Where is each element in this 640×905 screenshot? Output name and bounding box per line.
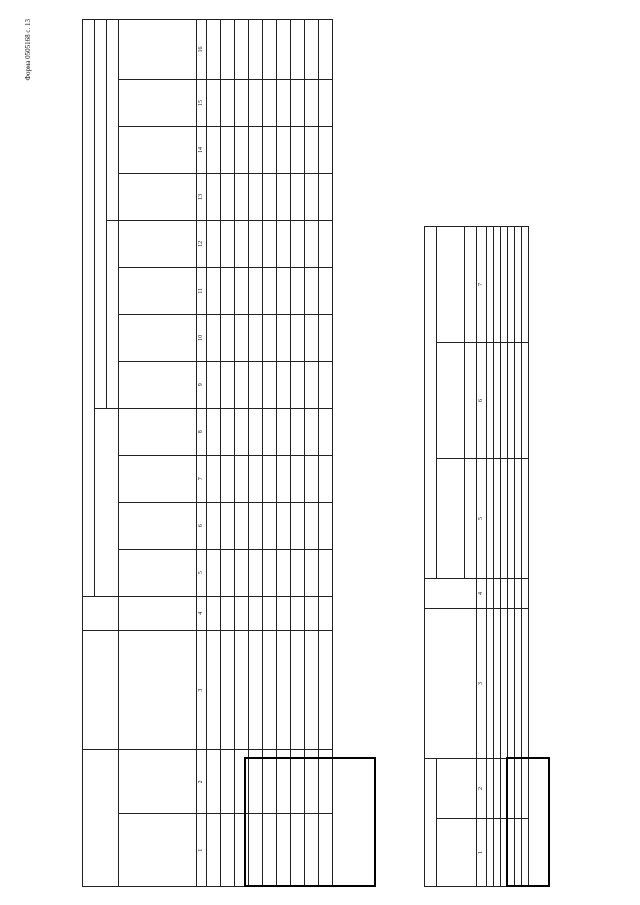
table-cell xyxy=(263,220,277,267)
table-cell xyxy=(263,502,277,549)
table1-header-wage-fund xyxy=(107,220,119,408)
table-cell xyxy=(291,126,305,173)
table-cell xyxy=(235,630,249,750)
table-cell xyxy=(263,126,277,173)
table-cell xyxy=(487,342,494,458)
table-cell xyxy=(207,596,221,630)
table-cell xyxy=(291,173,305,220)
table-cell xyxy=(508,342,515,458)
table-cell xyxy=(291,549,305,596)
table-cell xyxy=(319,126,333,173)
table-cell xyxy=(305,408,319,455)
table-cell xyxy=(235,314,249,361)
table-cell xyxy=(235,361,249,408)
table-cell xyxy=(508,458,515,578)
table-cell xyxy=(249,549,263,596)
table-cell xyxy=(305,455,319,502)
table-cell xyxy=(487,608,494,758)
table-cell xyxy=(487,226,494,342)
table-cell xyxy=(515,458,522,578)
table-cell xyxy=(319,173,333,220)
table-cell xyxy=(291,596,305,630)
table-row xyxy=(221,19,235,886)
table-cell xyxy=(207,173,221,220)
table-cell xyxy=(291,314,305,361)
table-cell xyxy=(508,226,515,342)
table-cell xyxy=(494,758,501,818)
table-cell xyxy=(249,596,263,630)
table-cell xyxy=(494,226,501,342)
table-cell xyxy=(249,455,263,502)
table-cell xyxy=(291,408,305,455)
table-cell xyxy=(207,361,221,408)
table-cell xyxy=(319,502,333,549)
rotated-sheet xyxy=(20,13,620,893)
table-cell xyxy=(291,361,305,408)
table-cell xyxy=(235,596,249,630)
table-cell xyxy=(494,578,501,608)
table-cell xyxy=(487,818,494,886)
table-cell xyxy=(277,502,291,549)
table-cell xyxy=(221,455,235,502)
table-cell xyxy=(319,408,333,455)
table-cell xyxy=(207,126,221,173)
table-cell xyxy=(207,455,221,502)
table-cell xyxy=(221,361,235,408)
table-cell xyxy=(291,79,305,126)
table-row xyxy=(263,19,277,886)
table-cell xyxy=(291,455,305,502)
table-row xyxy=(487,226,494,886)
table-cell xyxy=(277,314,291,361)
table-cell xyxy=(305,314,319,361)
table-cell xyxy=(221,19,235,79)
table1-header-org xyxy=(83,749,119,886)
table-cell xyxy=(522,578,529,608)
table-cell xyxy=(522,608,529,758)
table2-header-line-code xyxy=(425,578,477,608)
table-row xyxy=(277,19,291,886)
table-cell xyxy=(277,79,291,126)
table1-column-numbers: 1 2 3 4 5 6 7 8 9 10 11 12 13 14 15 16 xyxy=(197,19,207,886)
table-cell xyxy=(207,502,221,549)
table-cell xyxy=(235,549,249,596)
table-cell xyxy=(221,408,235,455)
table-cell xyxy=(263,314,277,361)
table-cell xyxy=(277,630,291,750)
table-cell xyxy=(207,813,221,886)
table1-header-line-code xyxy=(83,596,119,630)
table-cell xyxy=(515,342,522,458)
table-cell xyxy=(508,578,515,608)
table-cell xyxy=(263,549,277,596)
table1-header-insurance xyxy=(107,19,119,220)
table-cell xyxy=(249,79,263,126)
table2-column-numbers: 1 2 3 4 5 6 7 xyxy=(477,226,487,886)
table-cell xyxy=(508,608,515,758)
table-cell xyxy=(263,79,277,126)
table-cell xyxy=(515,608,522,758)
table-row xyxy=(494,226,501,886)
form-code: Форма 0505168 с. 13 xyxy=(24,18,32,81)
table-cell xyxy=(249,19,263,79)
table-cell xyxy=(249,408,263,455)
table-cell xyxy=(207,220,221,267)
table-cell xyxy=(305,267,319,314)
table1-header-name xyxy=(119,813,197,886)
table-cell xyxy=(319,630,333,750)
table-cell xyxy=(207,630,221,750)
table-cell xyxy=(221,314,235,361)
table-cell xyxy=(263,173,277,220)
table-cell xyxy=(277,173,291,220)
table1-header-total xyxy=(95,408,119,596)
table-cell xyxy=(305,502,319,549)
table1-org-frame xyxy=(244,757,376,887)
table-cell xyxy=(249,502,263,549)
table-cell xyxy=(207,79,221,126)
table-cell xyxy=(221,630,235,750)
table-cell xyxy=(515,578,522,608)
table-cell xyxy=(221,502,235,549)
table-cell xyxy=(221,749,235,813)
table-cell xyxy=(319,79,333,126)
table-cell xyxy=(494,608,501,758)
table1-header-type xyxy=(119,749,197,813)
table-cell xyxy=(494,818,501,886)
table-cell xyxy=(249,314,263,361)
table-cell xyxy=(277,408,291,455)
table-cell xyxy=(277,455,291,502)
table-row xyxy=(319,19,333,886)
table-cell xyxy=(291,502,305,549)
table-cell xyxy=(277,549,291,596)
table1-header-indicator xyxy=(83,630,119,750)
table-cell xyxy=(305,79,319,126)
table-cell xyxy=(235,220,249,267)
table-cell xyxy=(319,19,333,79)
table-cell xyxy=(487,758,494,818)
table-row xyxy=(249,19,263,886)
table-cell xyxy=(221,267,235,314)
table-cell xyxy=(305,220,319,267)
table-cell xyxy=(207,314,221,361)
table-cell xyxy=(221,596,235,630)
table-cell xyxy=(235,408,249,455)
table-cell xyxy=(235,19,249,79)
table-cell xyxy=(522,342,529,458)
table-cell xyxy=(221,173,235,220)
table-cell xyxy=(277,19,291,79)
table-row xyxy=(291,19,305,886)
table-cell xyxy=(207,749,221,813)
table-cell xyxy=(263,596,277,630)
table-cell xyxy=(277,596,291,630)
table-cell xyxy=(494,458,501,578)
table-cell xyxy=(319,455,333,502)
table-cell xyxy=(291,630,305,750)
table-cell xyxy=(277,126,291,173)
table-cell xyxy=(501,608,508,758)
table-cell xyxy=(263,267,277,314)
table-cell xyxy=(305,596,319,630)
table-cell xyxy=(235,455,249,502)
table-cell xyxy=(501,226,508,342)
table-cell xyxy=(263,19,277,79)
table-cell xyxy=(305,173,319,220)
table-cell xyxy=(249,267,263,314)
table-cell xyxy=(235,267,249,314)
table-cell xyxy=(249,126,263,173)
table-cell xyxy=(221,126,235,173)
table2-header-name xyxy=(437,818,477,886)
table-cell xyxy=(263,361,277,408)
table-cell xyxy=(501,458,508,578)
table-row xyxy=(207,19,221,886)
table-cell xyxy=(221,220,235,267)
table-cell xyxy=(305,549,319,596)
table-cell xyxy=(291,19,305,79)
table-cell xyxy=(207,408,221,455)
table1-header-period-col xyxy=(119,549,197,596)
table-cell xyxy=(305,126,319,173)
table-cell xyxy=(263,630,277,750)
table-cell xyxy=(305,630,319,750)
table-cell xyxy=(221,79,235,126)
table-cell xyxy=(263,455,277,502)
table-cell xyxy=(221,549,235,596)
table1-header-including xyxy=(95,19,107,408)
table-cell xyxy=(235,173,249,220)
table-cell xyxy=(207,267,221,314)
table-cell xyxy=(235,79,249,126)
table-cell xyxy=(235,502,249,549)
table-cell xyxy=(221,813,235,886)
table-cell xyxy=(305,19,319,79)
table-cell xyxy=(263,408,277,455)
table-cell xyxy=(249,220,263,267)
table-cell xyxy=(487,578,494,608)
table-cell xyxy=(277,220,291,267)
table-cell xyxy=(235,126,249,173)
table-cell xyxy=(501,578,508,608)
table1-header-volume xyxy=(83,19,95,596)
table2-header-indicator xyxy=(425,608,477,758)
table-row xyxy=(305,19,319,886)
table-cell xyxy=(319,549,333,596)
table-cell xyxy=(207,549,221,596)
table2-header-volume xyxy=(425,226,437,578)
table-cell xyxy=(249,361,263,408)
table2-header-org xyxy=(425,758,437,886)
table2-header-type xyxy=(437,758,477,818)
table-cell xyxy=(249,630,263,750)
table-cell xyxy=(277,361,291,408)
table-cell xyxy=(319,267,333,314)
table-cell xyxy=(207,19,221,79)
table-cell xyxy=(319,596,333,630)
table-cell xyxy=(319,220,333,267)
table-cell xyxy=(319,314,333,361)
table-cell xyxy=(487,458,494,578)
table-cell xyxy=(319,361,333,408)
table-cell xyxy=(515,226,522,342)
table-cell xyxy=(277,267,291,314)
table-cell xyxy=(494,342,501,458)
table-cell xyxy=(522,226,529,342)
table-cell xyxy=(291,267,305,314)
table-cell xyxy=(305,361,319,408)
table-cell xyxy=(249,173,263,220)
table-cell xyxy=(522,458,529,578)
table2-org-frame xyxy=(506,757,550,887)
table-cell xyxy=(501,342,508,458)
table-cell xyxy=(291,220,305,267)
table-row xyxy=(235,19,249,886)
